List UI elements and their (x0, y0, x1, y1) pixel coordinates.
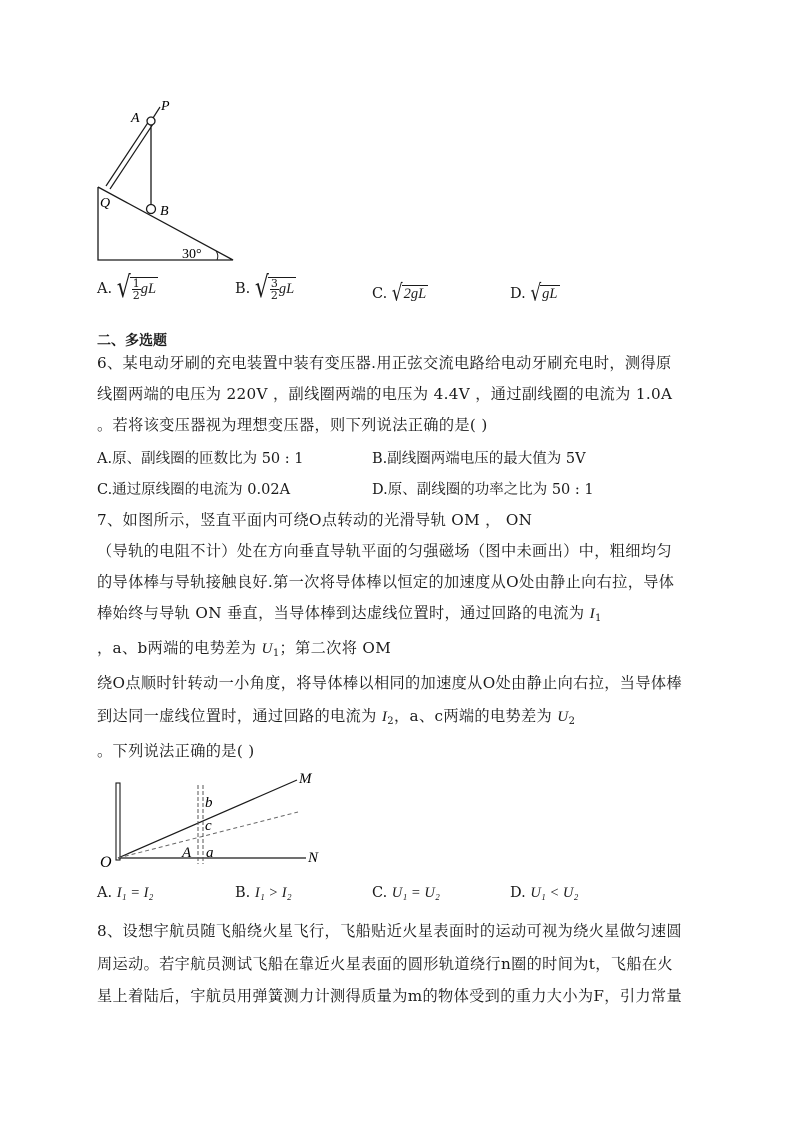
label-c: c (205, 818, 212, 834)
q5-option-b: B. √ $\frac{3}{2}$ gL (235, 271, 295, 306)
ball-B (147, 205, 156, 214)
q8-line-3: 星上着陆后，宇航员用弹簧测力计测得质量为m的物体受到的重力大小为F，引力常量 (97, 987, 682, 1005)
q5-option-c: C. √ 2gL (372, 280, 427, 308)
rod-outer (106, 118, 151, 186)
q6-option-d: D.原、副线圈的功率之比为 50 : 1 (372, 482, 594, 498)
q7-line-5: ，a、b两端的电势差为 $U_1$；第二次将 OM (97, 639, 392, 659)
q6-option-b: B.副线圈两端电压的最大值为 5V (372, 451, 586, 467)
label-a: a (206, 845, 214, 861)
incline-figure (90, 92, 250, 267)
label-angle: 30° (182, 247, 202, 262)
q7-line-2: （导轨的电阻不计）处在方向垂直导轨平面的匀强磁场（图中未画出）中，粗细均匀 (97, 542, 672, 560)
label-P: P (161, 99, 170, 114)
q7-line-4: 棒始终与导轨 ON 垂直，当导体棒到达虚线位置时，通过回路的电流为 $I_1$ (97, 604, 602, 624)
q7-line-1: 7、如图所示，竖直平面内可绕O点转动的光滑导轨 OM ， ON (97, 511, 533, 529)
q6-option-c: C.通过原线圈的电流为 0.02A (97, 482, 291, 498)
q7-option-b: B. I₁ > I₂ (235, 885, 292, 901)
q6-line-2: 线圈两端的电压为 220V ，副线圈两端的电压为 4.4V ，通过副线圈的电流为 1.0A (97, 385, 673, 403)
q5-option-a: A. √ $\frac{1}{2}$ gL (97, 271, 157, 306)
q7-line-3: 的导体棒与导轨接触良好.第一次将导体棒以恒定的加速度从O处由静止向右拉，导体 (97, 573, 675, 591)
sqrt-expression: √ $\frac{3}{2}$ gL (254, 271, 295, 306)
pivot-line (153, 107, 160, 118)
rod-inner (110, 121, 155, 189)
label-b: b (205, 795, 213, 811)
label-B: B (160, 204, 169, 219)
q7-option-d: D. U₁ < U₂ (510, 885, 579, 901)
q6-option-a: A.原、副线圈的匝数比为 50 : 1 (97, 451, 304, 467)
incline-triangle (98, 187, 233, 260)
label-Q: Q (100, 196, 111, 211)
q7-option-c: C. U₁ = U₂ (372, 885, 440, 901)
sqrt-expression: √ $\frac{1}{2}$ gL (116, 271, 157, 306)
sqrt-expression: √ 2gL (391, 280, 427, 308)
q7-option-a: A. I₁ = I₂ (97, 885, 154, 901)
label-M: M (299, 771, 312, 787)
sqrt-expression: √ gL (530, 280, 558, 308)
section-heading: 二、多选题 (97, 333, 167, 349)
label-A: A (131, 111, 140, 126)
q8-line-1: 8、设想宇航员随飞船绕火星飞行，飞船贴近火星表面时的运动可视为绕火星做匀速圆 (97, 922, 682, 940)
ring-A (147, 117, 155, 125)
q6-line-3: 。若将该变压器视为理想变压器，则下列说法正确的是( ) (97, 416, 488, 434)
label-N: N (308, 850, 319, 866)
q7-line-7: 到达同一虚线位置时，通过回路的电流为 $I_2$，a、c两端的电势差为 $U_2$ (97, 707, 576, 727)
q5-option-d: D. √ gL (510, 280, 558, 308)
q7-line-8: 。下列说法正确的是( ) (97, 742, 255, 760)
vertical-bar (116, 783, 120, 860)
q7-line-6: 绕O点顺时针转动一小角度，将导体棒以相同的加速度从O处由静止向右拉，当导体棒 (97, 674, 682, 692)
rails-figure (94, 765, 334, 875)
q6-line-1: 6、某电动牙刷的充电装置中装有变压器.用正弦交流电路给电动牙刷充电时，测得原 (97, 354, 672, 372)
q8-line-2: 周运动。若宇航员测试飞船在靠近火星表面的圆形轨道绕行n圈的时间为t，飞船在火 (97, 955, 673, 973)
label-A: A (182, 845, 192, 861)
label-O: O (100, 854, 112, 871)
